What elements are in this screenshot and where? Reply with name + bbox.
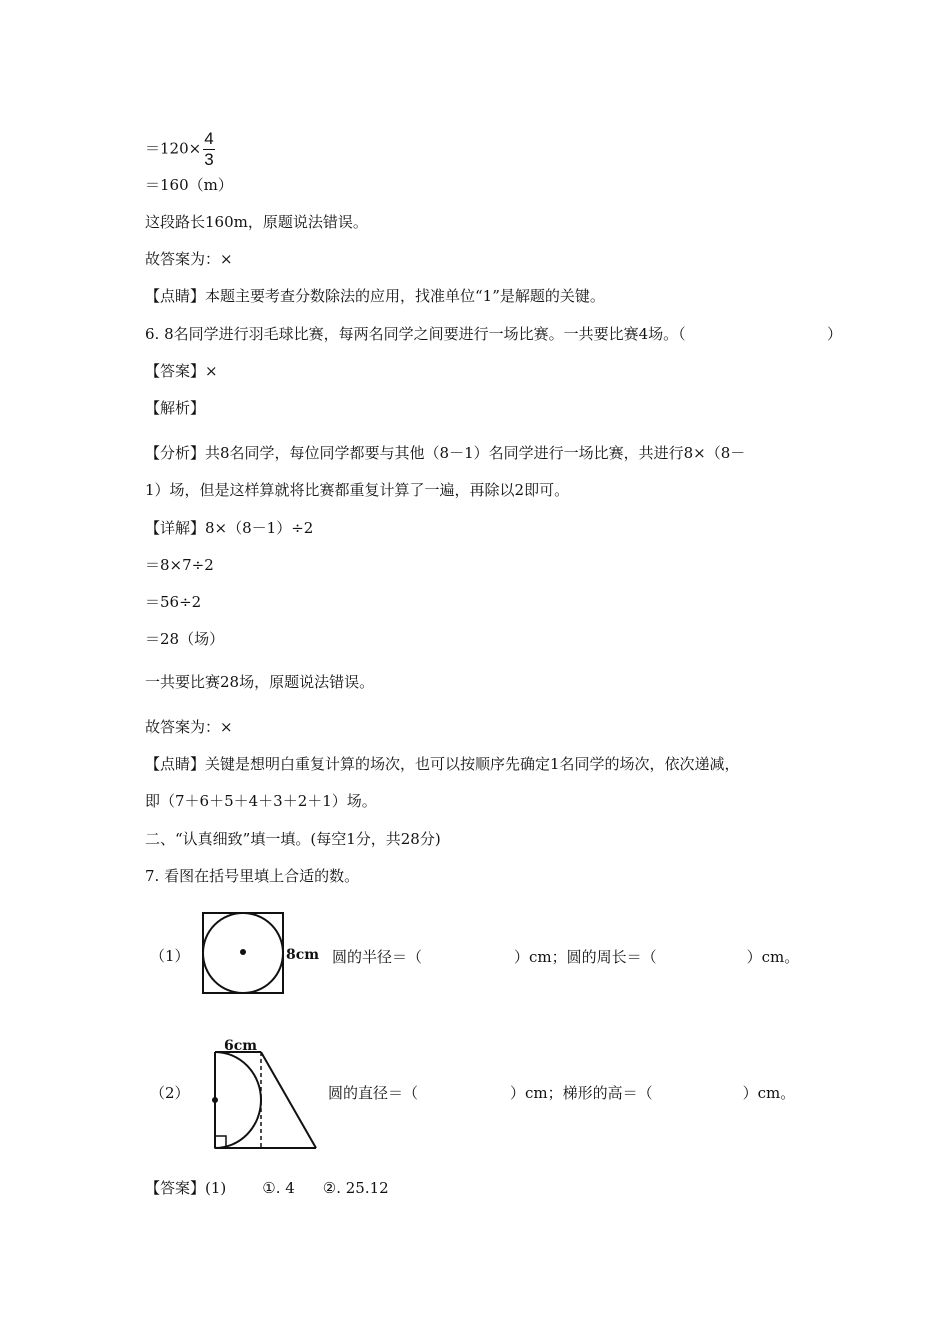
figure-2-trapezoid-semicircle <box>205 1030 325 1155</box>
analysis-line-2: 1）场，但是这样算就将比赛都重复计算了一遍，再除以2即可。 <box>145 481 570 499</box>
figure-1-question <box>332 947 799 967</box>
figure-1-dimension: 8cm <box>286 947 320 963</box>
equation-line-2: ＝160（m） <box>145 176 233 194</box>
figure-2-text-3: ）cm。 <box>742 1084 796 1102</box>
answer-7-part-2: ②. 25.12 <box>322 1179 389 1197</box>
figure-2-semicircle <box>215 1052 261 1148</box>
comment-line: 【点睛】本题主要考查分数除法的应用，找准单位“1”是解题的关键。 <box>145 287 605 305</box>
figure-2-label: （2） <box>150 1084 190 1102</box>
step-1: ＝8×7÷2 <box>145 556 214 574</box>
fraction-denominator: 3 <box>204 150 214 169</box>
figure-2-question <box>328 1083 795 1103</box>
comment-line-2b: 即（7＋6＋5＋4＋3＋2＋1）场。 <box>145 792 377 810</box>
question-6: 6. 8名同学进行羽毛球比赛，每两名同学之间要进行一场比赛。一共要比赛4场。（ <box>145 325 686 343</box>
figure-1-label: （1） <box>150 947 190 965</box>
fraction <box>203 130 214 169</box>
step-3: ＝28（场） <box>145 630 225 648</box>
figure-2-dimension: 6cm <box>224 1038 258 1054</box>
step-2: ＝56÷2 <box>145 593 202 611</box>
figure-2-text-2: ）cm；梯形的高＝（ <box>510 1084 653 1102</box>
equation-line-1 <box>145 130 215 169</box>
answer-7-part-1: ①. 4 <box>262 1179 295 1197</box>
answer-7 <box>145 1178 389 1198</box>
figure-2-center-dot <box>212 1097 218 1103</box>
conclusion-line: 一共要比赛28场，原题说法错误。 <box>145 673 375 691</box>
answer-line: 故答案为：× <box>145 250 233 268</box>
result-statement: 这段路长160m，原题说法错误。 <box>145 213 368 231</box>
figure-1-text-2: ）cm；圆的周长＝（ <box>514 948 657 966</box>
answer-7-prefix: 【答案】(1) <box>145 1179 227 1197</box>
analysis-heading: 【解析】 <box>145 399 206 417</box>
answer-6: 【答案】× <box>145 362 218 380</box>
analysis-line-1: 【分析】共8名同学，每位同学都要与其他（8－1）名同学进行一场比赛，共进行8×（8－ <box>145 444 746 462</box>
question-7: 7. 看图在括号里填上合适的数。 <box>145 867 360 885</box>
figure-1-square-circle <box>200 910 325 998</box>
question-6-paren-close: ） <box>827 325 843 343</box>
figure-2-text-1: 圆的直径＝（ <box>328 1084 419 1102</box>
detail-line: 【详解】8×（8－1）÷2 <box>145 519 314 537</box>
equation-prefix: ＝120× <box>145 139 202 158</box>
fraction-numerator: 4 <box>204 129 214 148</box>
figure-1-center-dot <box>240 949 246 955</box>
figure-1-text-3: ）cm。 <box>746 948 800 966</box>
figure-1-text-1: 圆的半径＝（ <box>332 948 423 966</box>
answer-line-2: 故答案为：× <box>145 718 233 736</box>
figure-2-slanted-edge <box>261 1052 316 1148</box>
comment-line-2a: 【点睛】关键是想明白重复计算的场次，也可以按顺序先确定1名同学的场次，依次递减， <box>145 755 740 773</box>
section-heading: 二、“认真细致”填一填。(每空1分，共28分) <box>145 830 441 848</box>
